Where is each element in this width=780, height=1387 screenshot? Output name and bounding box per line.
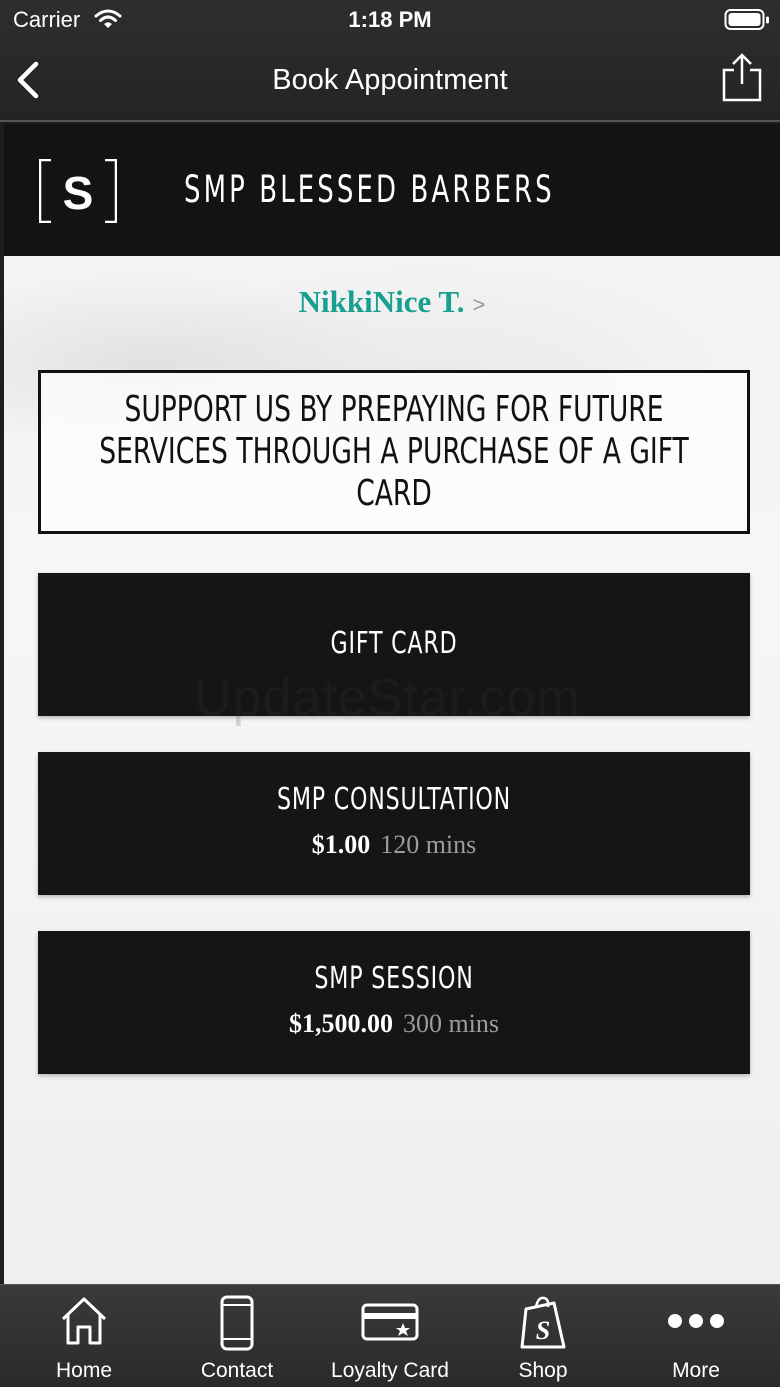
booking-content xyxy=(4,124,780,1284)
phone-icon xyxy=(219,1295,255,1351)
tab-label: Loyalty Card xyxy=(331,1359,449,1382)
loyalty-card-icon xyxy=(361,1295,419,1347)
brand-header xyxy=(4,124,780,256)
shopify-bag-icon xyxy=(518,1295,568,1351)
svg-text:S: S xyxy=(535,1316,551,1345)
tab-loyalty-card[interactable] xyxy=(312,1285,468,1387)
status-time: 1:18 PM xyxy=(348,7,432,32)
tab-home[interactable] xyxy=(6,1285,162,1387)
staff-name: NikkiNice T. xyxy=(298,284,465,319)
battery-icon xyxy=(724,8,770,37)
svg-text:S: S xyxy=(62,167,94,219)
service-price: $1,500.00 xyxy=(288,1009,393,1038)
tab-contact[interactable] xyxy=(159,1285,315,1387)
service-name: SMP CONSULTATION xyxy=(276,782,512,817)
status-bar xyxy=(0,0,780,40)
service-smp-session[interactable] xyxy=(38,931,750,1074)
service-duration: 300 mins xyxy=(402,1009,500,1038)
tab-label: More xyxy=(672,1359,720,1382)
more-dots-icon xyxy=(666,1295,726,1347)
service-gift-card[interactable] xyxy=(38,573,750,716)
brand-name: SMP BLESSED BARBERS xyxy=(184,168,555,211)
share-button[interactable] xyxy=(720,52,764,109)
service-duration: 120 mins xyxy=(380,830,477,859)
tab-shop[interactable] xyxy=(465,1285,621,1387)
service-smp-consultation[interactable] xyxy=(38,752,750,895)
service-meta xyxy=(38,1009,750,1039)
staff-selector[interactable] xyxy=(4,284,780,320)
service-meta xyxy=(38,830,750,860)
share-icon xyxy=(720,52,764,104)
home-icon xyxy=(59,1295,109,1347)
top-bar xyxy=(0,0,780,122)
tab-bar xyxy=(0,1284,780,1387)
service-price: $1.00 xyxy=(311,830,371,859)
service-name: SMP SESSION xyxy=(314,961,474,996)
brand-logo xyxy=(39,159,117,223)
carrier-label: Carrier xyxy=(13,7,81,32)
gift-card-promo xyxy=(38,370,750,534)
promo-text: SUPPORT US BY PREPAYING FOR FUTURE SERVICES THROUGH A PURCHASE OF A GIFT CARD xyxy=(99,389,689,514)
tab-more[interactable] xyxy=(618,1285,774,1387)
chevron-right-icon: > xyxy=(472,292,486,317)
page-title: Book Appointment xyxy=(272,64,508,96)
tab-label: Home xyxy=(55,1359,113,1382)
service-name: GIFT CARD xyxy=(330,626,458,661)
tab-label: Shop xyxy=(518,1359,568,1382)
tab-label: Contact xyxy=(200,1359,274,1382)
